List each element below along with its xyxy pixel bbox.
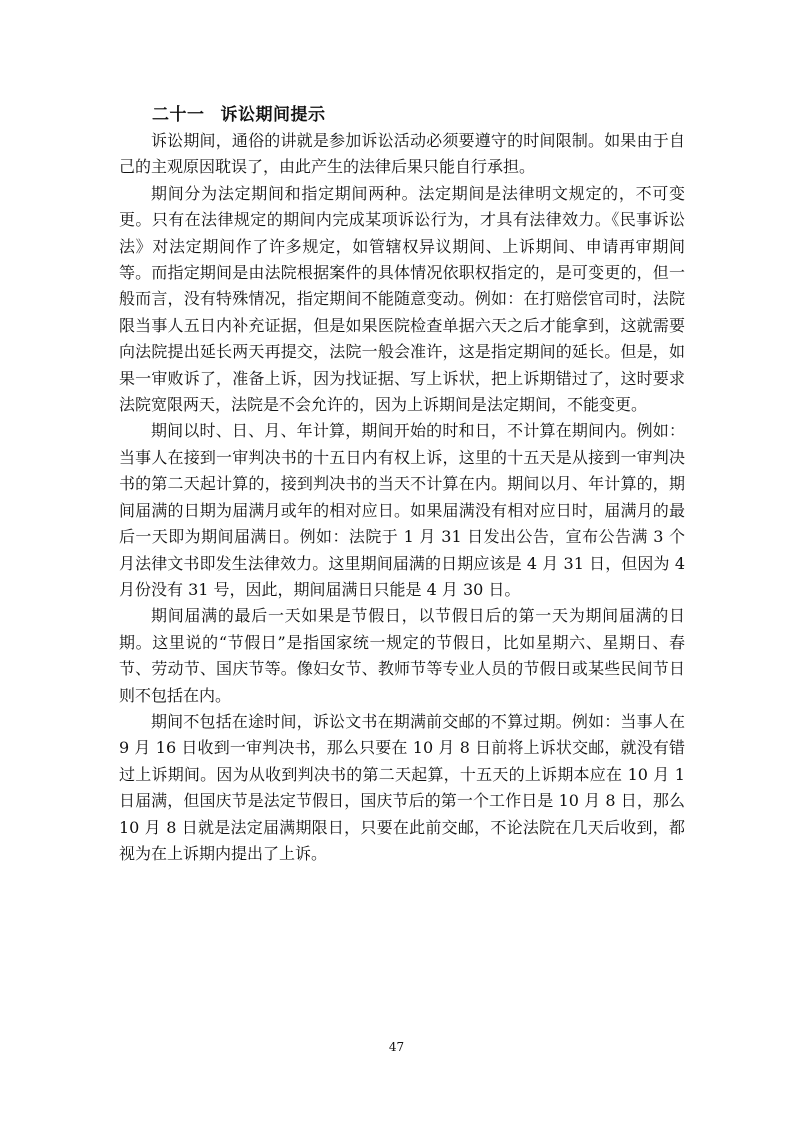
paragraph: 期间分为法定期间和指定期间两种。法定期间是法律明文规定的，不可变更。只有在法律规定的期间内完成某项诉讼行为，才具有法律效力。《民事诉讼法》对法定期间作了许多规定，如管辖权异议期间、上诉期间、申请再审期间等。而指定期间是由法院根据案件的具体情况依职权指定的，是可变更的，但一般而言，没有特殊情况，指定期间不能随意变动。例如：在打赔偿官司时，法院限当事人五日内补充证据，但是如果医院检查单据六天之后才能拿到，这就需要向法院提出延长两天再提交，法院一般会准许，这是指定期间的延长。但是，如果一审败诉了，准备上诉，因为找证据、写上诉状，把上诉期错过了，这时要求法院宽限两天，法院是不会允许的，因为上诉期间是法定期间，不能变更。 xyxy=(119,183,685,415)
paragraph: 期间以时、日、月、年计算，期间开始的时和日，不计算在期间内。例如：当事人在接到一审判决书的十五日内有权上诉，这里的十五天是从接到一审判决书的第二天起计算的，接到判决书的当天不计算在内。期间以月、年计算的，期间届满的日期为届满月或年的相对应日。如果届满没有相对应日时，届满月的最后一天即为期间届满日。例如：法院于 1 月 31 日发出公告，宣布公告满 3 个月法律文书即发生法律效力。这里期间届满的日期应该是 4 月 31 日，但因为 4 月份没有 31 号，因此，期间届满日只能是 4 月 30 日。 xyxy=(119,421,685,599)
paragraph: 诉讼期间，通俗的讲就是参加诉讼活动必须要遵守的时间限制。如果由于自己的主观原因耽误了，由此产生的法律后果只能自行承担。 xyxy=(119,131,685,177)
page-number: 47 xyxy=(388,1040,405,1054)
paragraph: 期间不包括在途时间，诉讼文书在期满前交邮的不算过期。例如：当事人在 9 月 16 日收到一审判决书，那么只要在 10 月 8 日前将上诉状交邮，就没有错过上诉期间。因为从收到判决书的第二天起算，十五天的上诉期本应在 10 月 1 日届满，但国庆节是法定节假日，国庆节后的第一个工作日是 10 月 8 日，那么 10 月 8 日就是法定届满期限日，只要在此前交邮，不论法院在几天后收到，都视为在上诉期内提出了上诉。 xyxy=(119,711,685,863)
section-number: 二十一 xyxy=(152,105,205,125)
paragraph: 期间届满的最后一天如果是节假日，以节假日后的第一天为期间届满的日期。这里说的“节假日”是指国家统一规定的节假日，比如星期六、星期日、春节、劳动节、国庆节等。像妇女节、教师节等专业人员的节假日或某些民间节日则不包括在内。 xyxy=(119,606,685,705)
section-heading xyxy=(152,100,326,125)
section-title: 诉讼期间提示 xyxy=(220,105,326,125)
body-text xyxy=(119,128,685,867)
